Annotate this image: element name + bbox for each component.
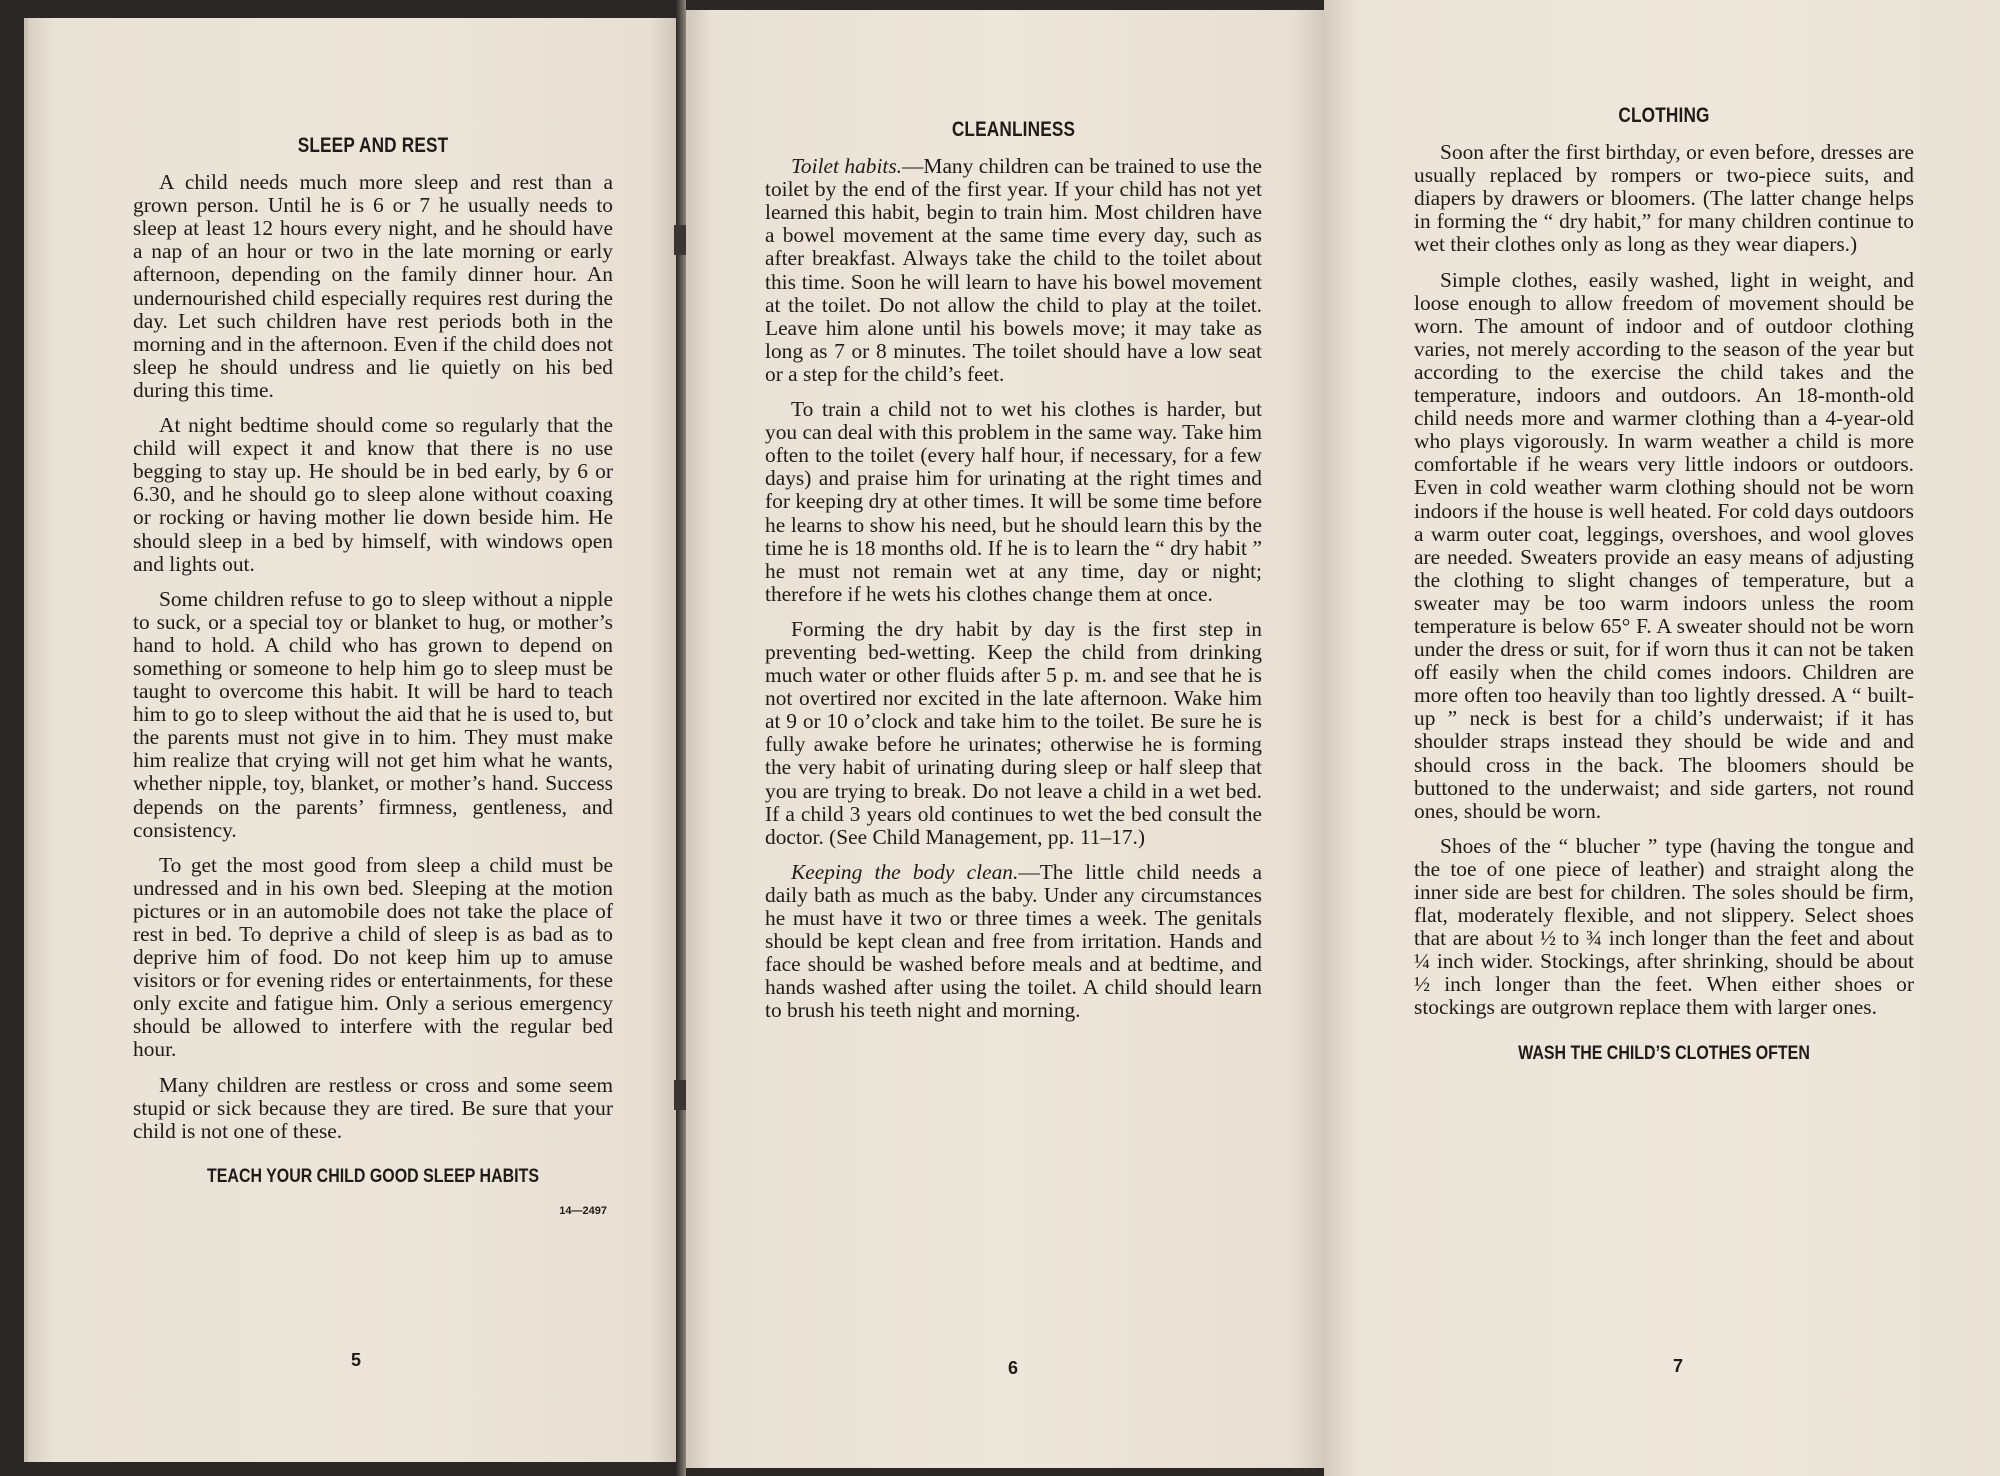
paragraph	[765, 155, 1262, 386]
paragraph	[765, 618, 1262, 849]
paragraph: Many children are restless or cross and some seem stupid or sick because they are tired. Be sure that your child is not one of these.	[133, 1072, 613, 1143]
paragraph: Soon after the first birthday, or even before, dresses are usually replaced by rompers or two-piece suits, and diapers by drawers or bloomers. (The latter change helps in forming the “ dry habit,” for many children continue to wet their clothes only as long as they wear diapers.)	[1414, 140, 1914, 257]
paragraph-lead: Keeping the body clean.	[791, 859, 1019, 884]
print-code: 14—2497	[559, 1204, 607, 1217]
page-number: 7	[1673, 1356, 1684, 1376]
binding-gutter	[676, 0, 686, 1476]
page-5-column	[133, 134, 613, 1223]
page-5	[24, 18, 676, 1462]
paragraph: Some children refuse to go to sleep without a nipple to suck, or a special toy or blanket to hug, or mother’s hand to hold. A child who has grown to depend on something or someone to help him go to sleep must be taught to overcome this habit. It will be hard to teach him to go to sleep without the aid that he is used to, but the parents must not give in to him. They must make him realize that crying will not get him what he wants, whether nipple, toy, blanket, or mother’s hand. Success depends on the parents’ firmness, gentleness, and consistency.	[133, 586, 613, 842]
section-heading-cleanliness: CLEANLINESS	[951, 118, 1076, 141]
section-heading-clothing: CLOTHING	[1618, 104, 1710, 127]
page-7	[1324, 0, 2000, 1476]
paragraph: Shoes of the “ blucher ” type (having the tongue and the toe of one piece of leather) and straight along the inner side are best for children. The soles should be firm, flat, moderately flexible, and not slippery. Select shoes that are about ½ to ¾ inch longer than the feet and about ¼ inch wider. Stockings, after shrinking, should be about ½ inch longer than the feet. When either shoes or stockings are outgrown replace them with larger ones.	[1414, 833, 1914, 1020]
paragraph: A child needs much more sleep and rest than a grown person. Until he is 6 or 7 he usually needs to sleep at least 12 hours every night, and he should have a nap of an hour or two in the late morning or early afternoon, depending on the family dinner hour. An undernourished child especially requires rest during the day. Let such children have rest periods both in the morning and in the afternoon. Even if the child does not sleep he should undress and lie quietly on his bed during this time.	[133, 170, 613, 402]
page-number: 6	[1008, 1358, 1019, 1378]
paragraph-text: Forming the dry habit by day is the first step in preventing bed-wetting. Keep the child from drinking much water or other fluids after 5 p. m. and see that he is not overtired nor excited in the late afternoon. Wake him at 9 or 10 o’clock and take him to the toilet. Be sure he is fully awake before he urinates; otherwise he is forming the very habit of urinating during sleep or half sleep that you are trying to break. Do not leave a child in a wet bed. If a child 3 years old continues to wet the bed consult the doctor. (See Child Management, pp. 11–17.)	[765, 616, 1262, 849]
paragraph-text: To train a child not to wet his clothes is harder, but you can deal with this problem in the same way. Take him often to the toilet (every half hour, if necessary, for a few days) and praise him for urinating at the right times and for keeping dry at other times. It will be some time before he learns to show his need, but he should learn this by the time he is 18 months old. If he is to learn the “ dry habit ” he must not remain wet at any time, day or night; therefore if he wets his clothes change them at once.	[765, 397, 1262, 606]
paragraph-lead: Toilet habits.	[791, 154, 903, 179]
section-caption: WASH THE CHILD’S CLOTHES OFTEN	[1518, 1042, 1810, 1064]
page-number: 5	[351, 1350, 362, 1370]
page-7-column	[1414, 104, 1914, 1065]
paragraph	[765, 861, 1262, 1023]
paragraph: To get the most good from sleep a child must be undressed and in his own bed. Sleeping at the motion pictures or in an automobile does not take the place of rest in bed. To deprive a child of sleep is as bad as to deprive him of food. Do not keep him up to amuse visitors or for evening rides or entertainments, for these only excite and fatigue him. Only a serious emergency should be allowed to interfere with the regular bed hour.	[133, 852, 613, 1062]
paragraph: At night bedtime should come so regularly that the child will expect it and know that there is no use begging to stay up. He should be in bed early, by 6 or 6.30, and he should go to sleep alone without coaxing or rocking or having mother lie down beside him. He should sleep in a bed by himself, with windows open and lights out.	[133, 413, 613, 576]
paragraph	[765, 398, 1262, 606]
paragraph-text: —The little child needs a daily bath as much as the baby. Under any circumstances he must have it two or three times a week. The genitals should be kept clean and free from irritation. Hands and face should be washed before meals and at bedtime, and hands washed after using the toilet. A child should learn to brush his teeth night and morning.	[765, 859, 1262, 1023]
section-heading-sleep-and-rest: SLEEP AND REST	[297, 134, 449, 157]
page-6-column	[765, 118, 1262, 1034]
paragraph: Simple clothes, easily washed, light in weight, and loose enough to allow freedom of movement should be worn. The amount of indoor and of outdoor clothing varies, not merely according to the season of the year but according to the exercise the child takes and the temperature, indoors and outdoors. An 18-month-old child needs more and warmer clothing than a 4-year-old who plays vigorously. In warm weather a child is more comfortable if he wears very little indoors or outdoors. Even in cold weather warm clothing should not be worn indoors if the house is well heated. For cold days outdoors a warm outer coat, leggings, overshoes, and wool gloves are needed. Sweaters provide an easy means of adjusting the clothing to slight changes of temperature, but a sweater may be too warm indoors unless the room temperature is below 65° F. A sweater should not be worn under the dress or suit, for if worn thus it can not be taken off easily when the child comes indoors. Children are more often too heavily than too lightly dressed. A “ built-up ” neck is best for a child’s underwaist; if it has shoulder straps instead they should be wide and and should cross in the back. The bloomers should be buttoned to the underwaist; and side garters, not round ones, should be worn.	[1414, 267, 1914, 823]
section-caption: TEACH YOUR CHILD GOOD SLEEP HABITS	[207, 1165, 539, 1187]
paragraph-text: —Many children can be trained to use the toilet by the end of the first year. If your child has not yet learned this habit, begin to train him. Most children have a bowel movement at the same time every day, such as after breakfast. Always take the child to the toilet about this time. Soon he will learn to have his bowel movement at the toilet. Do not allow the child to play at the toilet. Leave him alone until his bowels move; it may take as long as 7 or 8 minutes. The toilet should have a low seat or a step for the child’s feet.	[765, 154, 1262, 386]
page-6	[686, 10, 1324, 1468]
